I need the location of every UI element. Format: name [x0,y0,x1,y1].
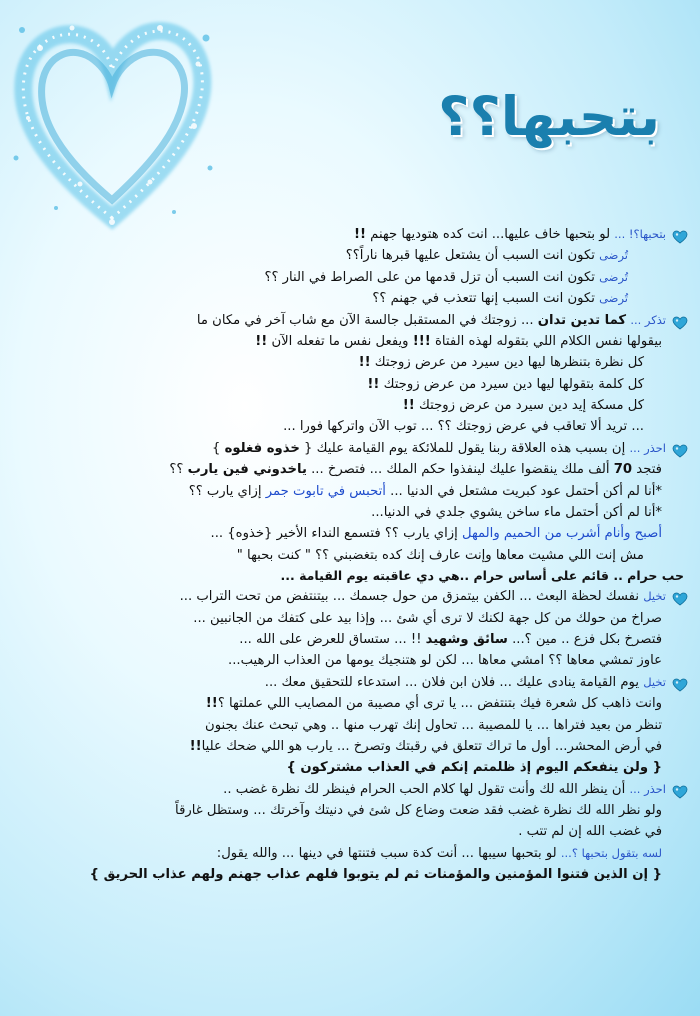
text-line [12,502,688,523]
text-segment: أصبح وأنام أشرب من الحميم والمهل [461,526,662,542]
decorative-heart-icon [10,8,215,238]
text-segment: حب حرام .. قائم على أساس حرام ..هي دي عاقبته يوم القيامة ... [280,568,684,583]
text-segment: بيقولها نفس الكلام اللي بتقوله لهذه الفتاة [430,333,662,349]
text-line [12,821,688,842]
text-line [12,438,688,459]
text-segment: في أرض المحشر... أول ما تراك تتعلق في رقبتك وتصرخ ... يارب هو اللي ضحك عليا [201,738,662,754]
text-segment: إزاي يارب ؟؟ فتسمع النداء الأخير {خذوه} ... [210,526,462,542]
text-line [12,545,688,566]
text-segment: أتحبس في تابوت جمر [265,483,386,499]
text-line [12,374,688,395]
text-segment: 70 [613,462,633,478]
text-line [12,693,688,714]
text-line [12,800,688,821]
text-segment: تُرضى [599,269,628,284]
text-segment: { إن الذين فتنوا المؤمنين والمؤمنات ثم لم يتوبوا فلهم عذاب جهنم ولهم عذاب الحريق } [89,867,662,883]
text-segment: فتجد [632,462,662,478]
text-segment: عاوز تمشي معاها ؟؟ امشي معاها ... لكن لو هتنجيك يومها من العذاب الرهيب... [228,653,662,669]
text-segment: إزاي يارب ؟؟ [188,483,266,499]
text-line [12,864,688,885]
text-line [12,736,688,757]
text-segment: تُرضى [599,248,628,263]
text-line [12,566,688,586]
text-segment: نفسك لحظة البعث ... الكفن بيتمزق من حول جسمك ... بيتنتفض من تحت التراب ... [179,589,644,605]
text-segment: ياخدوني فين يارب [187,462,307,478]
text-segment: إن بسبب هذه العلاقة ربنا يقول للملائكة يوم القيامة عليك { [299,440,630,456]
text-segment: ويفعل نفس ما تفعله الآن [267,333,413,349]
text-line [12,352,688,373]
text-line [12,267,688,288]
text-segment: *أنا لم أكن أحتمل عود كبريت مشتعل في الدنيا ... [385,483,662,499]
text-segment: !! [255,333,268,349]
text-segment: !! [353,227,366,242]
text-segment: !! [367,376,380,392]
text-line [12,672,688,693]
text-segment: تنظر من بعيد فتراها ... يا للمصيبة ... تحاول إنك تهرب منها .. وهي تبحث عنك بجنون [205,717,662,733]
text-line [12,459,688,480]
text-segment: فتصرخ بكل فزع .. مين ؟... [507,632,662,647]
text-segment: تخيل [643,589,666,604]
text-segment: لو بتحبها سيبها ... أنت كدة سبب فتنتها في دينها ... والله يقول: [216,845,561,861]
text-segment: كل كلمة بتقولها ليها دين سيرد من عرض زوجتك [379,376,644,392]
text-segment: أن ينظر الله لك وأنت تقول لها كلام الحب الحرام فينظر لك نظرة غضب .. [223,781,630,797]
text-segment: بتحبها؟! ... [614,227,666,241]
text-segment: } [212,440,225,456]
text-line [12,416,688,437]
text-segment: !! [205,696,218,712]
text-line [12,757,688,778]
text-segment: !! ... ستساق للعرض على الله ... [239,632,426,647]
text-line [12,523,688,544]
text-line [12,395,688,416]
text-segment: يوم القيامة ينادى عليك ... فلان ابن فلان ... استدعاء للتحقيق معك ... [264,674,644,690]
text-segment: خذوه فغلوه [224,440,300,456]
text-line [12,608,688,629]
text-segment: احذر ... [629,781,666,796]
text-segment: احذر ... [629,440,666,455]
text-segment: كل نظرة بتنظرها ليها دين سيرد من عرض زوجتك [370,355,644,371]
text-segment: لسه بتقول بتحبها ؟... [560,845,662,860]
text-segment: تكون انت السبب أن يشتعل عليها قبرها ناراً؟؟ [345,248,600,264]
text-segment: ألف ملك ينقضوا عليك لينفذوا حكم الملك ... فتصرخ ... [306,462,614,478]
text-line [12,224,688,245]
text-segment: تُرضى [599,291,628,306]
text-segment: تكون انت السبب أن تزل قدمها من على الصراط في النار ؟؟ [264,269,600,285]
text-segment: { ولن ينفعكم اليوم إذ ظلمتم إنكم في العذاب مشتركون } [286,760,662,776]
text-segment: *أنا لم أكن أحتمل ماء ساخن يشوي جلدي في الدنيا... [371,504,662,520]
text-segment: ولو نظر الله لك نظرة غضب فقد ضعت وضاع كل شئ في دنيتك وآخرتك ... وستظل غارقاً [175,803,662,818]
text-segment: في غضب الله إن لم تتب . [518,824,662,840]
text-line [12,650,688,671]
text-line [12,288,688,309]
text-segment: !! [358,355,371,371]
page-title: بتحبها؟؟ [438,85,660,148]
text-segment: وانت ذاهب كل شعرة فيك بتنتفض ... يا ترى أي مصيبة من المصايب اللي عملتها ؟ [217,696,662,712]
text-line [12,481,688,502]
text-line [12,586,688,607]
text-segment: تخيل [643,674,666,689]
text-line [12,715,688,736]
text-line [12,310,688,331]
text-segment: لو بتحبها خاف عليها... انت كده هتوديها جهنم [365,227,615,242]
text-line [12,843,688,864]
text-segment: ... زوجتك في المستقبل جالسة الآن مع شاب آخر في مكان ما [196,312,538,328]
text-segment: !! [189,738,202,754]
text-line [12,245,688,266]
text-line [12,779,688,800]
text-segment: !! [402,398,415,413]
text-segment: صراخ من حولك من كل جهة لكنك لا ترى أي شئ ... وإذا بيد على كتفك من الجانبين ... [193,610,662,626]
text-segment: سائق وشهيد [425,632,508,647]
text-segment: مش إنت اللي مشيت معاها وإنت عارف إنك كده بتغضبني ؟؟ " كنت بحبها " [236,547,644,563]
text-line [12,629,688,650]
text-segment: ؟؟ [169,462,188,478]
text-line [12,331,688,352]
text-segment: تذكر ... [630,312,666,327]
text-segment: كل مسكة إيد دين سيرد من عرض زوجتك [414,398,644,413]
text-body [12,224,688,886]
text-segment: تكون انت السبب إنها تتعذب في جهنم ؟؟ [372,291,600,307]
text-segment: !!! [412,333,431,349]
text-segment: كما تدين تدان [537,312,627,328]
text-segment: ... تريد ألا تعاقب في عرض زوجتك ؟؟ ... توب الآن واتركها فورا ... [283,419,644,435]
